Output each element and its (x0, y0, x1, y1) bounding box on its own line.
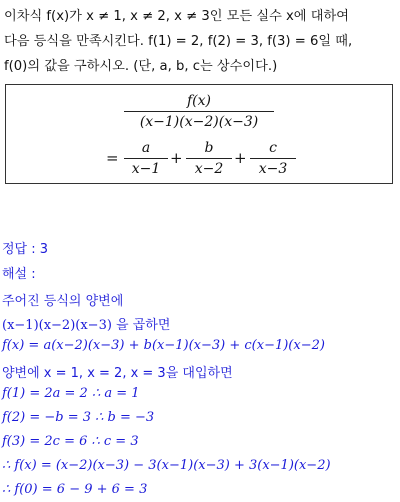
solution-step-8: ∴ f(x) = (x−2)(x−3) − 3(x−1)(x−3) + 3(x−1)(x−2) (2, 458, 331, 473)
equals-sign: = (106, 149, 119, 167)
lhs-denominator: (x−1)(x−2)(x−3) (139, 114, 259, 130)
solution-step-5: f(1) = 2a = 2 ∴ a = 1 (2, 386, 140, 401)
solution-step-2: (x−1)(x−2)(x−3) 을 곱하면 (2, 318, 171, 333)
solution-step-3: f(x) = a(x−2)(x−3) + b(x−1)(x−3) + c(x−1)(x−2) (2, 338, 325, 353)
fraction-b (186, 140, 232, 177)
answer-label: 정답 : 3 (2, 242, 49, 257)
denominator-b: x−2 (194, 161, 224, 177)
plus-sign-1: + (170, 149, 183, 167)
denominator-c: x−3 (258, 161, 288, 177)
lhs-numerator: f(x) (186, 93, 211, 109)
fraction-a (124, 140, 168, 177)
problem-line-1: 이차식 f(x)가 x ≠ 1, x ≠ 2, x ≠ 3인 모든 실수 x에 대하여 (4, 9, 349, 24)
equation-box (5, 84, 393, 184)
lhs-fraction (124, 93, 274, 130)
solution-step-6: f(2) = −b = 3 ∴ b = −3 (2, 410, 155, 425)
problem-line-3: f(0)의 값을 구하시오. (단, a, b, c는 상수이다.) (4, 59, 278, 74)
denominator-a: x−1 (131, 161, 161, 177)
solution-step-7: f(3) = 2c = 6 ∴ c = 3 (2, 434, 139, 449)
problem-line-2: 다음 등식을 만족시킨다. f(1) = 2, f(2) = 3, f(3) = 6일 때, (4, 34, 353, 49)
solution-step-9: ∴ f(0) = 6 − 9 + 6 = 3 (2, 482, 148, 497)
plus-sign-2: + (234, 149, 247, 167)
numerator-b: b (204, 140, 214, 156)
solution-step-1: 주어진 등식의 양변에 (2, 294, 124, 309)
explanation-label: 해설 : (2, 267, 36, 282)
numerator-c: c (269, 140, 277, 156)
numerator-a: a (141, 140, 151, 156)
fraction-c (250, 140, 296, 177)
solution-step-4: 양변에 x = 1, x = 2, x = 3을 대입하면 (2, 366, 233, 381)
problem-statement (4, 4, 396, 79)
